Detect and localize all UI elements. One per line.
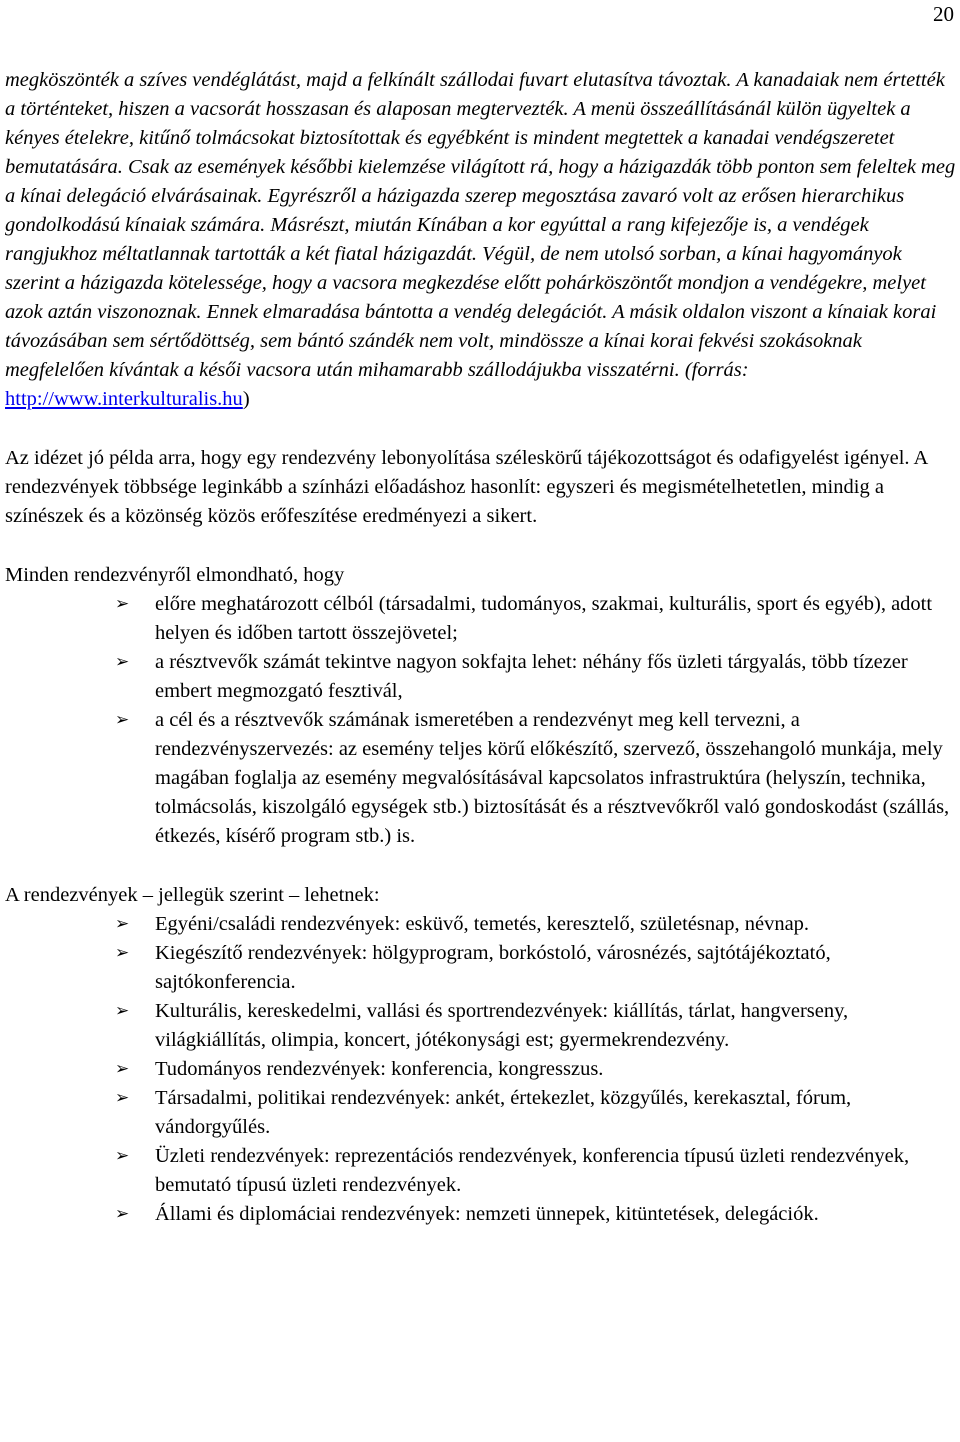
list-intro: Minden rendezvényről elmondható, hogy [5, 564, 345, 586]
list-item [5, 590, 959, 648]
list-item-text: előre meghatározott célból (társadalmi, tudományos, szakmai, kulturális, sport és egyéb), adott helyen és időben tartott összejövetel; [155, 593, 933, 644]
page-number: 20 [933, 2, 954, 26]
list-intro: A rendezvények – jellegük szerint – lehetnek: [5, 884, 380, 906]
list-item-text: Tudományos rendezvények: konferencia, kongresszus. [155, 1058, 604, 1080]
spacer [5, 531, 959, 561]
source-link[interactable]: http://www.interkulturalis.hu [5, 388, 243, 410]
list-item-text: Kulturális, kereskedelmi, vallási és sportrendezvények: kiállítás, tárlat, hangverseny, világkiállítás, olimpia, koncert, jótékonysági est; gyermekrendezvény. [155, 1000, 849, 1051]
bullet-list [5, 910, 959, 1229]
list-item [5, 1200, 959, 1229]
spacer [5, 414, 959, 444]
list-item-text: a résztvevők számát tekintve nagyon sokfajta lehet: néhány fős üzleti tárgyalás, több tízezer embert megmozgató fesztivál, [155, 651, 908, 702]
list-item-text: Üzleti rendezvények: reprezentációs rendezvények, konferencia típusú üzleti rendezvények, bemutató típusú üzleti rendezvények. [155, 1145, 910, 1196]
list-item [5, 939, 959, 997]
arrow-bullet-icon: ➢ [115, 1204, 130, 1224]
list-item-text: Társadalmi, politikai rendezvények: ankét, értekezlet, közgyűlés, kerekasztal, fórum, vándorgyűlés. [155, 1087, 852, 1138]
arrow-bullet-icon: ➢ [115, 594, 130, 614]
arrow-bullet-icon: ➢ [115, 1059, 130, 1079]
arrow-bullet-icon: ➢ [115, 710, 130, 730]
list-item [5, 1142, 959, 1200]
list-item-text: Kiegészítő rendezvények: hölgyprogram, borkóstoló, városnézés, sajtótájékoztató, sajtókonferencia. [155, 942, 831, 993]
body-paragraph: Az idézet jó példa arra, hogy egy rendezvény lebonyolítása széleskörű tájékozottságot és odafigyelést igényel. A rendezvények többsége leginkább a színházi előadáshoz hasonlít: egyszeri és megismételhetetlen, mindig a színészek és a közönség közös erőfeszítése eredményezi a sikert. [5, 447, 928, 527]
bullet-list [5, 590, 959, 851]
list-item-text: Állami és diplomáciai rendezvények: nemzeti ünnepek, kitüntetések, delegációk. [155, 1203, 819, 1225]
arrow-bullet-icon: ➢ [115, 943, 130, 963]
quote-paragraph [5, 66, 959, 414]
list-item [5, 648, 959, 706]
spacer [5, 851, 959, 881]
source-suffix: ) [242, 388, 250, 410]
document-page [5, 66, 959, 1229]
arrow-bullet-icon: ➢ [115, 1001, 130, 1021]
list-item [5, 1084, 959, 1142]
list-item [5, 1055, 959, 1084]
arrow-bullet-icon: ➢ [115, 1088, 130, 1108]
arrow-bullet-icon: ➢ [115, 914, 130, 934]
list-item-text: Egyéni/családi rendezvények: esküvő, temetés, keresztelő, születésnap, névnap. [155, 913, 810, 935]
source-prefix: (forrás: [679, 359, 749, 381]
list-item [5, 997, 959, 1055]
arrow-bullet-icon: ➢ [115, 652, 130, 672]
list-item [5, 910, 959, 939]
arrow-bullet-icon: ➢ [115, 1146, 130, 1166]
quote-text: megköszönték a szíves vendéglátást, majd a felkínált szállodai fuvart elutasítva távoztak. A kanadaiak nem értették a történteket, hiszen a vacsorát hosszasan és alaposan megtervezték. A menü összeállításánál külön ügyeltek a kényes ételekre, kitűnő tolmácsokat biztosítottak és egyébként is mindent megtettek a kanadai vendégszeretet bemutatására. Csak az események későbbi kielemzése világított rá, hogy a házigazdák több ponton sem feleltek meg a kínai delegáció elvárásainak. Egyrészről a házigazda szerep megosztása zavaró volt az erősen hierarchikus gondolkodású kínaiak számára. Másrészt, miután Kínában a kor egyúttal a rang kifejezője is, a vendégek rangjukhoz méltatlannak tartották a két fiatal házigazdát. Végül, de nem utolsó sorban, a kínai hagyományok szerint a házigazda kötelessége, hogy a vacsora megkezdése előtt pohárköszöntőt mondjon a vendégekre, melyet azok aztán viszonoznak. Ennek elmaradása bántotta a vendég delegációt. A másik oldalon viszont a kínaiak korai távozásában sem sértődöttség, sem bántó szándék nem volt, mindössze a kínai korai fekvési szokásoknak megfelelően kívántak a késői vacsora után mihamarabb szállodájukba visszatérni. [5, 69, 956, 381]
list-item [5, 706, 959, 851]
list-item-text: a cél és a résztvevők számának ismeretében a rendezvényt meg kell tervezni, a rendezvényszervezés: az esemény teljes körű előkészítő, szervező, összehangoló munkája, mely magában foglalja az esemény megvalósításával kapcsolatos infrastruktúra (helyszín, technika, tolmácsolás, kiszolgáló egységek stb.) biztosítását és a résztvevőkről való gondoskodást (szállás, étkezés, kísérő program stb.) is. [155, 709, 950, 847]
